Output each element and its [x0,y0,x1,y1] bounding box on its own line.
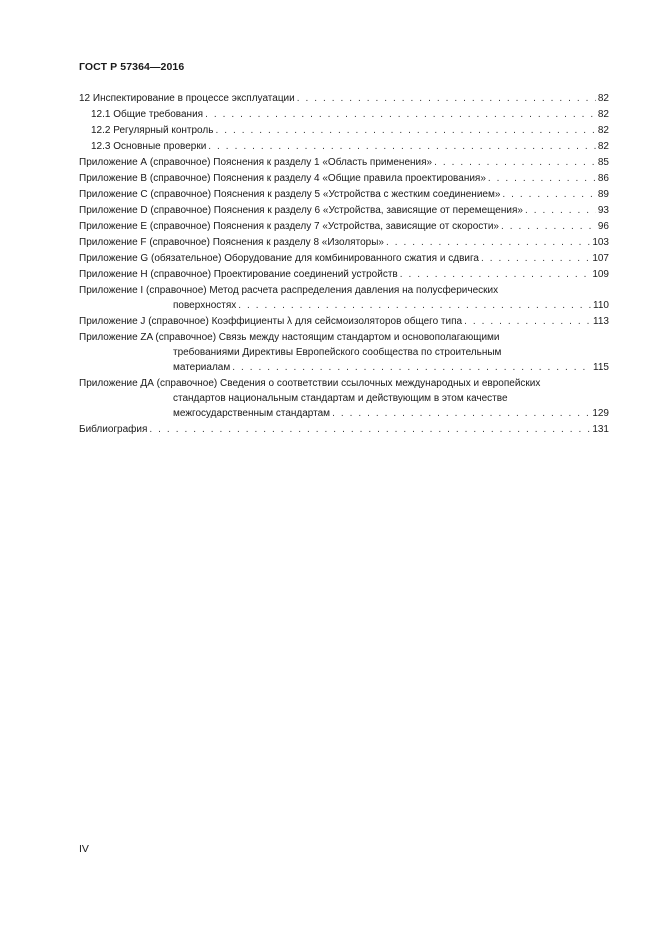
toc-entry-label: Приложение D (справочное) Пояснения к разделу 6 «Устройства, зависящие от перемещения» [79,205,523,216]
toc-entry[interactable] [79,187,609,202]
toc-page-number: 131 [592,424,609,435]
toc-entry-label: Приложение F (справочное) Пояснения к разделу 8 «Изоляторы» [79,237,384,248]
toc-dot-leader [481,251,590,266]
toc-dot-leader [501,219,596,234]
toc-entry[interactable] [79,283,609,313]
toc-entry-label: Приложение Н (справочное) Проектирование соединений устройств [79,269,398,280]
toc-dot-leader [238,298,591,313]
page-number: IV [79,843,89,855]
toc-entry-label-continued: межгосударственным стандартам [173,408,331,419]
toc-page-number: 82 [597,109,609,120]
toc-entry-label: Приложение I (справочное) Метод расчета распределения давления на полусферических [79,285,499,296]
toc-dot-leader [232,360,591,375]
toc-entry[interactable] [79,376,609,421]
toc-dot-leader [488,171,596,186]
toc-entry[interactable] [79,251,609,266]
toc-entry[interactable] [79,314,609,329]
toc-page-number: 129 [592,408,609,419]
toc-page-number: 82 [597,141,609,152]
toc-entry[interactable] [79,171,609,186]
toc-entry[interactable] [79,107,609,122]
toc-entry-label: 12.1 Общие требования [91,109,204,120]
toc-dot-leader [205,107,596,122]
toc-entry[interactable] [79,91,609,106]
toc-page-number: 107 [592,253,609,264]
toc-dot-leader [386,235,590,250]
toc-page-number: 109 [592,269,609,280]
toc-dot-leader [208,139,596,154]
toc-page-number: 86 [597,173,609,184]
toc-page-number: 96 [597,221,609,232]
toc-entry-label: Приложение Е (справочное) Пояснения к разделу 7 «Устройства, зависящие от скорости» [79,221,499,232]
toc-entry-label: Приложение С (справочное) Пояснения к разделу 5 «Устройства с жестким соединением» [79,189,501,200]
toc-page-number: 103 [592,237,609,248]
toc-entry-label: Приложение ZA (справочное) Связь между настоящим стандартом и основополагающими [79,332,500,343]
toc-dot-leader [502,187,595,202]
toc-entry-label: Приложение В (справочное) Пояснения к разделу 4 «Общие правила проектирования» [79,173,486,184]
toc-entry-label: 12 Инспектирование в процессе эксплуатации [79,93,295,104]
toc-entry-label-continued: поверхностях [173,300,237,311]
toc-entry[interactable] [79,155,609,170]
toc-entry-label-continued: материалам [173,362,231,373]
toc-dot-leader [215,123,595,138]
toc-entry[interactable] [79,330,609,375]
toc-entry[interactable] [79,219,609,234]
toc-entry-label: 12.2 Регулярный контроль [91,125,214,136]
toc-page-number: 82 [597,125,609,136]
toc-entry[interactable] [79,267,609,282]
toc-page-number: 89 [597,189,609,200]
toc-page-number: 115 [593,362,609,373]
toc-dot-leader [400,267,591,282]
toc-entry-label: Библиография [79,424,148,435]
toc-entry[interactable] [79,123,609,138]
toc-entry-label-continued: стандартов национальным стандартам и действующим в этом качестве [173,393,508,404]
toc-dot-leader [149,422,590,437]
toc-entry-label: Приложение J (справочное) Коэффициенты λ для сейсмоизоляторов общего типа [79,316,463,327]
toc-entry-label: Приложение G (обязательное) Оборудование для комбинированного сжатия и сдвига [79,253,479,264]
toc-page-number: 85 [597,157,609,168]
table-of-contents [79,91,609,438]
toc-entry[interactable] [79,203,609,218]
toc-entry-label: Приложение А (справочное) Пояснения к разделу 1 «Область применения» [79,157,433,168]
toc-dot-leader [525,203,596,218]
page-header-title: ГОСТ Р 57364—2016 [79,61,185,73]
toc-page-number: 113 [593,316,609,327]
toc-entry[interactable] [79,422,609,437]
toc-page-number: 93 [597,205,609,216]
toc-entry[interactable] [79,235,609,250]
toc-page-number: 82 [597,93,609,104]
toc-entry[interactable] [79,139,609,154]
toc-dot-leader [332,406,590,421]
toc-entry-label: 12.3 Основные проверки [91,141,207,152]
toc-page-number: 110 [593,300,609,311]
toc-dot-leader [297,91,596,106]
toc-entry-label: Приложение ДА (справочное) Сведения о соответствии ссылочных международных и европейских [79,378,541,389]
toc-dot-leader [464,314,591,329]
toc-entry-label-continued: требованиями Директивы Европейского сообщества по строительным [173,347,502,358]
toc-dot-leader [434,155,596,170]
